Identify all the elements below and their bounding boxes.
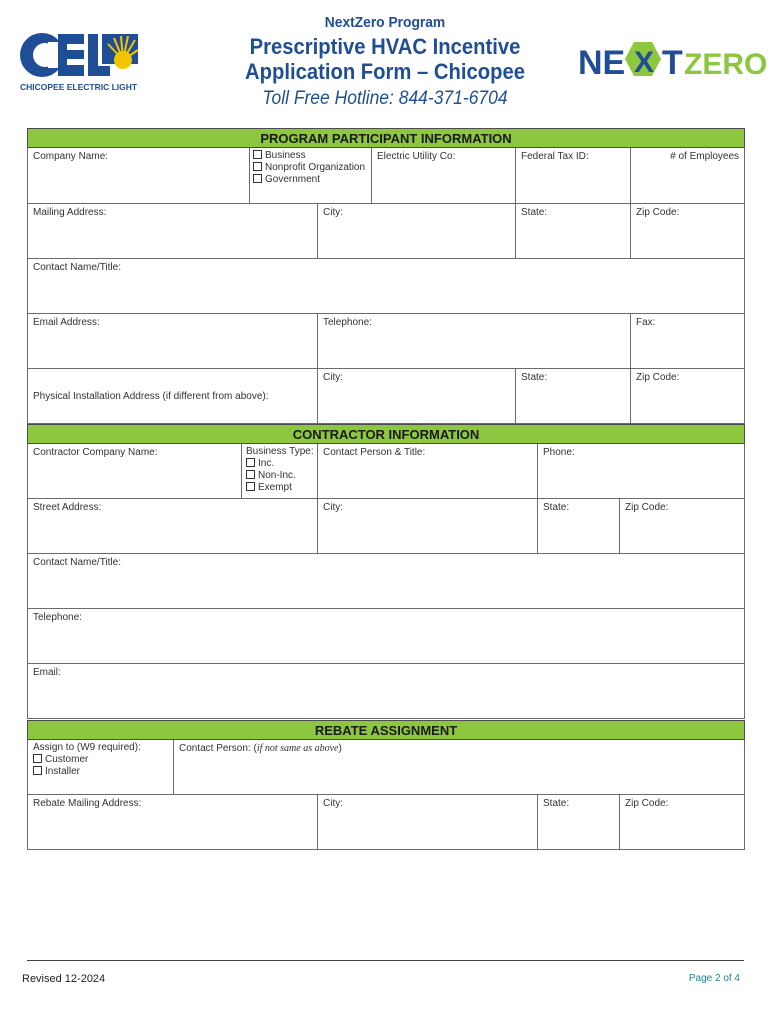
form-title-line2: Application Form – Chicopee: [244, 59, 526, 84]
business-type-label: Business Type:: [246, 446, 314, 457]
physical-state-field[interactable]: [516, 369, 631, 424]
participant-section: [27, 128, 745, 424]
city-label: City:: [323, 502, 343, 513]
mailing-address-label: Mailing Address:: [33, 207, 107, 218]
fax-field[interactable]: [631, 314, 745, 369]
checkbox-icon[interactable]: [33, 754, 42, 763]
checkbox-icon[interactable]: [253, 162, 262, 171]
program-name: NextZero Program: [324, 14, 446, 31]
rebate-contact-note: if not same as above: [256, 743, 339, 754]
telephone-label: Telephone:: [323, 317, 372, 328]
contact-name-field[interactable]: [28, 259, 745, 314]
svg-text:NE: NE: [578, 44, 626, 82]
telephone-field[interactable]: [318, 314, 631, 369]
fax-label: Fax:: [636, 317, 656, 328]
state-label: State:: [521, 372, 548, 383]
mailing-address-field[interactable]: [28, 204, 318, 259]
electric-utility-field[interactable]: [372, 148, 516, 204]
contractor-contact-name-field[interactable]: [28, 554, 745, 609]
zip-field[interactable]: [631, 204, 745, 259]
rebate-contact-person-field[interactable]: [174, 740, 745, 795]
org-type-options: [250, 148, 372, 204]
org-type-government[interactable]: Government: [253, 174, 368, 186]
business-type-inc[interactable]: Inc.: [246, 458, 315, 470]
business-type-exempt[interactable]: Exempt: [246, 482, 315, 494]
contractor-state-field[interactable]: [538, 499, 620, 554]
state-label: State:: [543, 798, 570, 809]
physical-address-field[interactable]: [28, 369, 318, 424]
checkbox-icon[interactable]: [246, 458, 255, 467]
zip-label: Zip Code:: [636, 372, 680, 383]
email-field[interactable]: [28, 314, 318, 369]
assign-to-label: Assign to (W9 required):: [33, 742, 141, 753]
checkbox-icon[interactable]: [246, 482, 255, 491]
zip-label: Zip Code:: [625, 502, 669, 513]
form-title: [31, 34, 739, 84]
checkbox-icon[interactable]: [33, 766, 42, 775]
svg-text:T: T: [662, 44, 683, 82]
contractor-city-field[interactable]: [318, 499, 538, 554]
checkbox-icon[interactable]: [253, 174, 262, 183]
contractor-company-field[interactable]: [28, 444, 242, 499]
contractor-email-field[interactable]: [28, 664, 745, 719]
rebate-contact-person-label: Contact Person: (: [179, 743, 257, 754]
electric-utility-label: Electric Utility Co:: [377, 151, 456, 162]
city-label: City:: [323, 798, 343, 809]
svg-text:ZERO: ZERO: [684, 48, 768, 81]
business-type-options: [242, 444, 318, 499]
federal-tax-id-label: Federal Tax ID:: [521, 151, 589, 162]
footer-divider: [27, 960, 744, 961]
contractor-zip-field[interactable]: [620, 499, 745, 554]
rebate-zip-field[interactable]: [620, 795, 745, 850]
state-field[interactable]: [516, 204, 631, 259]
physical-zip-field[interactable]: [631, 369, 745, 424]
street-address-field[interactable]: [28, 499, 318, 554]
contractor-company-label: Contractor Company Name:: [33, 447, 158, 458]
checkbox-icon[interactable]: [253, 150, 262, 159]
contact-name-label: Contact Name/Title:: [33, 262, 121, 273]
form-title-line1: Prescriptive HVAC Incentive: [249, 34, 521, 59]
company-name-field[interactable]: [28, 148, 250, 204]
street-address-label: Street Address:: [33, 502, 102, 513]
contractor-telephone-field[interactable]: [28, 609, 745, 664]
federal-tax-id-field[interactable]: [516, 148, 631, 204]
business-type-non-inc[interactable]: Non-Inc.: [246, 470, 315, 482]
contractor-heading: CONTRACTOR INFORMATION: [28, 425, 745, 444]
rebate-section: [27, 720, 745, 850]
city-label: City:: [323, 372, 343, 383]
state-label: State:: [543, 502, 570, 513]
rebate-state-field[interactable]: [538, 795, 620, 850]
org-type-business[interactable]: Business: [253, 150, 368, 162]
assign-customer[interactable]: Customer: [33, 754, 168, 766]
hotline: Toll Free Hotline: 844-371-6704: [262, 88, 508, 109]
physical-city-field[interactable]: [318, 369, 516, 424]
rebate-city-field[interactable]: [318, 795, 538, 850]
assign-installer[interactable]: Installer: [33, 766, 168, 778]
svg-text:X: X: [634, 46, 655, 79]
contractor-section: [27, 424, 745, 719]
city-field[interactable]: [318, 204, 516, 259]
contractor-telephone-label: Telephone:: [33, 612, 82, 623]
contractor-contact-person-field[interactable]: [318, 444, 538, 499]
company-name-label: Company Name:: [33, 151, 109, 162]
zip-label: Zip Code:: [625, 798, 669, 809]
rebate-heading: REBATE ASSIGNMENT: [28, 721, 745, 740]
email-label: Email Address:: [33, 317, 100, 328]
rebate-mailing-field[interactable]: [28, 795, 318, 850]
contractor-phone-field[interactable]: [538, 444, 745, 499]
contractor-contact-name-label: Contact Name/Title:: [33, 557, 121, 568]
contractor-phone-label: Phone:: [543, 447, 575, 458]
participant-heading: PROGRAM PARTICIPANT INFORMATION: [28, 129, 745, 148]
rebate-mailing-label: Rebate Mailing Address:: [33, 798, 142, 809]
city-label: City:: [323, 207, 343, 218]
cel-logo-text: CHICOPEE ELECTRIC LIGHT: [20, 82, 138, 92]
employees-field[interactable]: [631, 148, 745, 204]
assign-to-options: [28, 740, 174, 795]
zip-label: Zip Code:: [636, 207, 680, 218]
contractor-email-label: Email:: [33, 667, 61, 678]
org-type-nonprofit[interactable]: Nonprofit Organization: [253, 162, 368, 174]
page-number: Page 2 of 4: [688, 973, 740, 984]
revision-date: Revised 12-2024: [22, 973, 106, 985]
physical-address-label: Physical Installation Address (if different from above):: [33, 390, 269, 402]
employees-label: # of Employees: [670, 151, 740, 162]
rebate-contact-close: ): [338, 743, 342, 754]
state-label: State:: [521, 207, 548, 218]
checkbox-icon[interactable]: [246, 470, 255, 479]
contractor-contact-person-label: Contact Person & Title:: [323, 447, 426, 458]
